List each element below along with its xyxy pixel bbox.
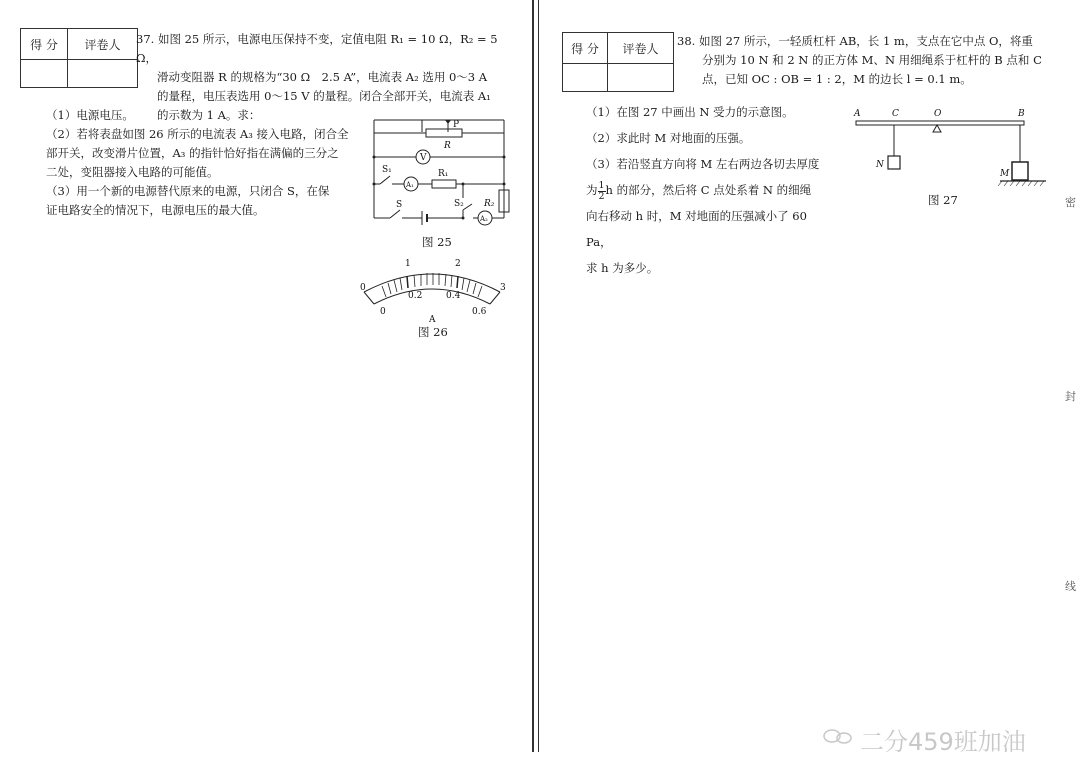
figure-25-caption: 图 25 — [422, 235, 452, 249]
score-box-left — [20, 28, 138, 88]
label-s: S — [396, 200, 403, 210]
score-cell — [21, 60, 68, 88]
question-37-subparts — [46, 106, 366, 220]
fraction-denominator: 2 — [598, 190, 605, 202]
q38-sub3: （3）若沿竖直方向将 M 左右两边各切去厚度 — [586, 157, 820, 171]
label-s1: S₁ — [382, 165, 392, 175]
q38-line: 如图 27 所示，一轻质杠杆 AB，长 1 m，支点在它中点 O，将重 — [698, 34, 1033, 48]
dial-bottom-scale-3: 0.6 — [472, 307, 487, 317]
seal-mark: 密 — [1065, 196, 1076, 209]
q37-sub3: 证电路安全的情况下，电源电压的最大值。 — [46, 203, 265, 217]
fraction-numerator: 1 — [598, 179, 605, 191]
wechat-icon — [822, 728, 856, 744]
page-divider — [538, 0, 539, 752]
dial-top-scale-2: 2 — [455, 259, 461, 269]
lever-label-n: N — [876, 160, 884, 170]
q37-sub2: 二处，变阻器接入电路的可能值。 — [46, 165, 219, 179]
dial-top-scale-3: 3 — [500, 283, 506, 293]
lever-label-c: C — [892, 109, 899, 119]
seal-mark: 线 — [1065, 580, 1076, 593]
grader-label: 评卷人 — [68, 29, 138, 60]
dial-top-scale-1: 1 — [405, 259, 411, 269]
watermark-text: 二分459班加油 — [860, 728, 1026, 756]
q37-line: 的量程，电压表选用 0～15 V 的量程。闭合全部开关，电流表 A₁ — [157, 89, 491, 103]
grader-cell — [608, 64, 674, 92]
figure-27-caption: 图 27 — [928, 193, 958, 207]
q37-line: 的示数为 1 A。求： — [157, 108, 261, 122]
dial-bottom-scale-1: 0.2 — [408, 291, 423, 301]
circuit-diagram — [360, 110, 520, 240]
q37-sub1: （1）电源电压。 — [46, 108, 134, 122]
grader-cell — [68, 60, 138, 88]
figure-26-caption: 图 26 — [418, 325, 448, 339]
label-r1: R₁ — [438, 169, 449, 179]
dial-bottom-scale-2: 0.4 — [446, 291, 461, 301]
ammeter-dial — [352, 252, 512, 324]
q37-sub2: 部开关，改变滑片位置，A₃ 的指针恰好指在满偏的三分之 — [46, 146, 339, 160]
question-number: 37. — [136, 32, 155, 46]
q38-line: 分别为 10 N 和 2 N 的正方体 M、N 用细绳系于杠杆的 B 点和 C — [702, 53, 1042, 67]
lever-label-m: M — [1000, 169, 1010, 179]
q38-sub3-pre: 为 — [586, 183, 598, 197]
ammeter-a2-symbol: A₂ — [480, 215, 488, 223]
question-number: 38. — [677, 34, 696, 48]
dial-unit: A — [429, 315, 436, 324]
q38-sub3-fraction-line — [586, 177, 836, 203]
q38-sub3: 向右移动 h 时，M 对地面的压强减小了 60 Pa， — [586, 209, 807, 249]
q37-line: 如图 25 所示，电源电压保持不变，定值电阻 R₁ = 10 Ω，R₂ = 5 Ω， — [136, 32, 498, 65]
label-s2: S₂ — [454, 199, 464, 209]
label-r: R — [444, 141, 451, 151]
q38-line: 点，已知 OC : OB = 1 : 2，M 的边长 l = 0.1 m。 — [702, 72, 972, 86]
q37-sub3: （3）用一个新的电源替代原来的电源，只闭合 S，在保 — [46, 184, 330, 198]
lever-label-a: A — [854, 109, 861, 119]
fraction-one-half — [598, 181, 606, 202]
dial-top-scale-0: 0 — [360, 283, 366, 293]
q38-sub2: （2）求此时 M 对地面的压强。 — [586, 131, 751, 145]
score-label: 得 分 — [563, 33, 608, 64]
score-box-right — [562, 32, 674, 92]
seal-mark: 封 — [1065, 390, 1076, 403]
score-cell — [563, 64, 608, 92]
voltmeter-symbol: V — [420, 153, 427, 163]
lever-label-b: B — [1018, 109, 1025, 119]
q38-sub3: 求 h 为多少。 — [586, 261, 659, 275]
q37-sub2: （2）若将表盘如图 26 所示的电流表 A₃ 接入电路，闭合全 — [46, 127, 349, 141]
grader-label: 评卷人 — [608, 33, 674, 64]
label-p: P — [453, 120, 460, 130]
score-label: 得 分 — [21, 29, 68, 60]
page-divider — [532, 0, 534, 752]
question-38-stem — [677, 32, 1057, 89]
q38-sub1: （1）在图 27 中画出 N 受力的示意图。 — [586, 105, 794, 119]
label-r2: R₂ — [484, 199, 495, 209]
lever-label-o: O — [934, 109, 942, 119]
question-38-subparts — [586, 99, 836, 281]
lever-diagram — [850, 104, 1050, 190]
dial-bottom-scale-0: 0 — [380, 307, 386, 317]
q38-sub3-post: h 的部分，然后将 C 点处系着 N 的细绳 — [605, 183, 812, 197]
ammeter-a1-symbol: A₁ — [406, 181, 414, 189]
q37-line: 滑动变阻器 R 的规格为“30 Ω 2.5 A”，电流表 A₂ 选用 0～3 A — [157, 70, 488, 84]
